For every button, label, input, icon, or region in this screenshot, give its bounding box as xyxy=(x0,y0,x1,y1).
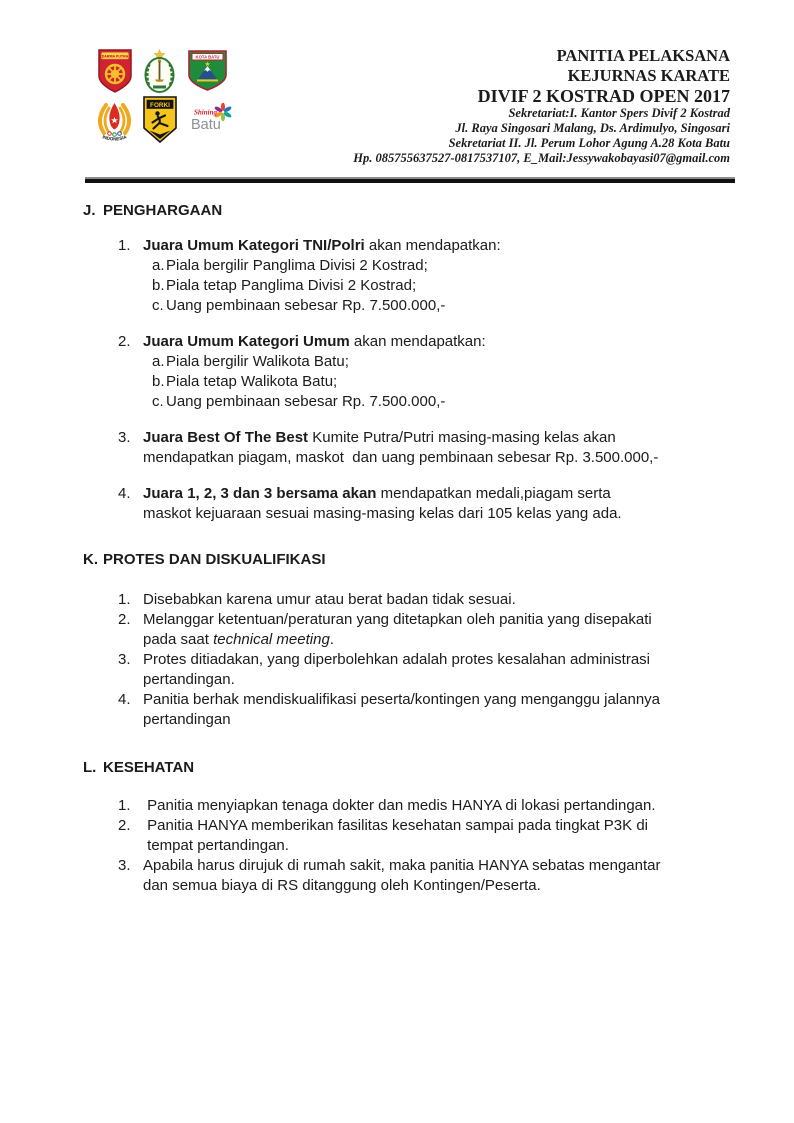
sub-list-item xyxy=(83,296,723,316)
kostrad-emblem-icon xyxy=(142,49,177,94)
item-text xyxy=(143,796,723,816)
text-segment: akan mendapatkan: xyxy=(364,237,501,254)
item-number: 2. xyxy=(118,611,131,628)
section-letter: K. xyxy=(83,551,98,568)
sub-item-letter: b. xyxy=(152,373,165,390)
text-segment: akan mendapatkan: xyxy=(349,333,486,350)
section-list xyxy=(83,236,723,524)
koni-indonesia-logo-icon xyxy=(93,96,136,144)
section-list xyxy=(83,590,723,730)
item-line xyxy=(143,670,723,690)
list-item xyxy=(83,332,723,412)
text-segment: Kumite Putra/Putri masing-masing kelas akan xyxy=(308,429,616,446)
sub-item-text: Uang pembinaan sebesar Rp. 7.500.000,- xyxy=(166,393,446,410)
item-text xyxy=(143,590,723,610)
item-text xyxy=(143,856,723,896)
text-segment: mendapatkan piagam, maskot dan uang pembinaan sebesar Rp. 3.500.000,- xyxy=(143,449,659,466)
koni-caption-text: INDONESIA xyxy=(101,134,128,142)
document-body xyxy=(83,201,723,896)
header-divider xyxy=(85,177,735,183)
item-line xyxy=(143,448,723,468)
sub-item-text: Piala bergilir Walikota Batu; xyxy=(166,353,349,370)
item-text xyxy=(143,428,723,468)
text-segment: Juara Umum Kategori Umum xyxy=(143,333,350,350)
shining-script-text: Shining xyxy=(194,108,217,117)
darma-putra-ornament xyxy=(105,64,125,84)
sub-list-item xyxy=(83,352,723,372)
section-letter: J. xyxy=(83,202,96,219)
item-number: 1. xyxy=(118,797,131,814)
shining-batu-logo-icon xyxy=(185,103,233,135)
section-title: KESEHATAN xyxy=(103,759,195,776)
address-line-3: Sekretariat II. Jl. Perum Lohor Agung A.28 Kota Batu xyxy=(448,136,730,150)
sub-list-item xyxy=(83,256,723,276)
text-segment: pertandingan. xyxy=(143,671,235,688)
item-number: 1. xyxy=(118,237,131,254)
text-segment: Panitia menyiapkan tenaga dokter dan medis HANYA di lokasi pertandingan. xyxy=(143,797,656,814)
text-segment: Apabila harus dirujuk di rumah sakit, maka panitia HANYA sebatas mengantar xyxy=(143,857,661,874)
forki-banner-text: FORKI xyxy=(150,102,170,109)
list-item xyxy=(83,590,723,610)
list-item-row xyxy=(83,690,723,730)
item-line xyxy=(143,610,723,630)
org-line-3: DIVIF 2 KOSTRAD OPEN 2017 xyxy=(477,86,730,106)
list-item xyxy=(83,816,723,856)
sub-item-text: Piala tetap Walikota Batu; xyxy=(166,373,338,390)
item-text xyxy=(143,332,723,352)
list-item xyxy=(83,484,723,524)
list-item xyxy=(83,428,723,468)
text-segment: Juara Umum Kategori TNI/Polri xyxy=(143,237,365,254)
address-line-2: Jl. Raya Singosari Malang, Ds. Ardimulyo, Singosari xyxy=(455,121,730,135)
list-item-row xyxy=(83,856,723,896)
letterhead-text xyxy=(353,46,730,166)
section-j xyxy=(83,201,723,524)
list-item-row xyxy=(83,650,723,690)
batu-word-text: Batu xyxy=(191,117,221,133)
section-l xyxy=(83,758,723,896)
text-segment: pertandingan xyxy=(143,711,231,728)
darma-putra-banner-text: DARMA PUTRA xyxy=(101,54,129,59)
forki-shield-icon xyxy=(142,96,178,144)
list-item-row xyxy=(83,332,723,352)
sub-item-letter: a. xyxy=(152,353,165,370)
list-item xyxy=(83,236,723,316)
item-text xyxy=(143,484,723,524)
item-text xyxy=(143,650,723,690)
section-heading xyxy=(83,758,723,778)
section-title: PENGHARGAAN xyxy=(103,202,223,219)
text-segment: tempat pertandingan. xyxy=(143,837,289,854)
item-number: 3. xyxy=(118,857,131,874)
text-segment: maskot kejuaraan sesuai masing-masing kelas dari 105 kelas yang ada. xyxy=(143,505,622,522)
text-segment: mendapatkan medali,piagam serta xyxy=(376,485,611,502)
section-title: PROTES DAN DISKUALIFIKASI xyxy=(103,551,326,568)
sub-item-text: Piala tetap Panglima Divisi 2 Kostrad; xyxy=(166,277,417,294)
item-line xyxy=(143,710,723,730)
section-list xyxy=(83,796,723,896)
darma-putra-logo-icon xyxy=(97,49,133,93)
list-item xyxy=(83,610,723,650)
list-item-row xyxy=(83,816,723,856)
section-heading xyxy=(83,201,723,221)
list-item-row xyxy=(83,428,723,468)
item-line xyxy=(143,590,723,610)
sub-item-letter: c. xyxy=(152,297,164,314)
text-segment: dan semua biaya di RS ditanggung oleh Kontingen/Peserta. xyxy=(143,877,541,894)
org-line-2: KEJURNAS KARATE xyxy=(567,66,730,85)
item-line xyxy=(143,236,723,256)
item-text xyxy=(143,690,723,730)
list-item xyxy=(83,796,723,816)
text-segment: Juara 1, 2, 3 dan 3 bersama akan xyxy=(143,485,377,502)
item-line xyxy=(143,816,723,836)
sub-list-item xyxy=(83,392,723,412)
sub-item-letter: a. xyxy=(152,257,165,274)
item-text xyxy=(143,610,723,650)
item-line xyxy=(143,856,723,876)
sub-item-text: Uang pembinaan sebesar Rp. 7.500.000,- xyxy=(166,297,446,314)
address-line-4: Hp. 085755637527-0817537107, E_Mail:Jessywakobayasi07@gmail.com xyxy=(353,151,730,165)
item-number: 1. xyxy=(118,591,131,608)
item-number: 3. xyxy=(118,651,131,668)
item-text xyxy=(143,236,723,256)
list-item-row xyxy=(83,610,723,650)
sub-item-letter: c. xyxy=(152,393,164,410)
list-item-row xyxy=(83,796,723,816)
text-segment: Melanggar ketentuan/peraturan yang ditetapkan oleh panitia yang disepakati xyxy=(143,611,652,628)
section-letter: L. xyxy=(83,759,97,776)
item-line xyxy=(143,504,723,524)
list-item xyxy=(83,856,723,896)
item-number: 2. xyxy=(118,333,131,350)
list-item-row xyxy=(83,484,723,524)
org-line-1: PANITIA PELAKSANA xyxy=(556,46,730,65)
address-line-1: Sekretariat:I. Kantor Spers Divif 2 Kostrad xyxy=(508,106,730,120)
item-number: 4. xyxy=(118,691,131,708)
kota-batu-crest-icon xyxy=(187,50,228,91)
text-segment: Protes ditiadakan, yang diperbolehkan adalah protes kesalahan administrasi xyxy=(143,651,650,668)
list-item xyxy=(83,650,723,690)
item-number: 3. xyxy=(118,429,131,446)
item-number: 2. xyxy=(118,817,131,834)
text-segment: Panitia berhak mendiskualifikasi peserta/kontingen yang menganggu jalannya xyxy=(143,691,661,708)
text-segment: Disebabkan karena umur atau berat badan tidak sesuai. xyxy=(143,591,516,608)
item-number: 4. xyxy=(118,485,131,502)
item-line xyxy=(143,796,723,816)
item-line xyxy=(143,650,723,670)
sub-item-letter: b. xyxy=(152,277,165,294)
item-line xyxy=(143,876,723,896)
sub-list-item xyxy=(83,276,723,296)
text-segment: Juara Best Of The Best xyxy=(143,429,309,446)
item-line xyxy=(143,690,723,710)
text-segment: pada saat xyxy=(143,631,214,648)
item-line xyxy=(143,836,723,856)
section-k xyxy=(83,550,723,730)
text-segment: technical meeting xyxy=(213,631,330,648)
section-heading xyxy=(83,550,723,570)
list-item xyxy=(83,690,723,730)
item-line xyxy=(143,332,723,352)
list-item-row xyxy=(83,590,723,610)
text-segment: . xyxy=(329,631,334,648)
text-segment: Panitia HANYA memberikan fasilitas kesehatan sampai pada tingkat P3K di xyxy=(143,817,648,834)
kota-batu-banner-text: KOTA BATU xyxy=(195,54,220,60)
item-text xyxy=(143,816,723,856)
item-line xyxy=(143,630,723,650)
sub-list-item xyxy=(83,372,723,392)
item-line xyxy=(143,428,723,448)
item-line xyxy=(143,484,723,504)
sub-item-text: Piala bergilir Panglima Divisi 2 Kostrad; xyxy=(166,257,428,274)
list-item-row xyxy=(83,236,723,256)
